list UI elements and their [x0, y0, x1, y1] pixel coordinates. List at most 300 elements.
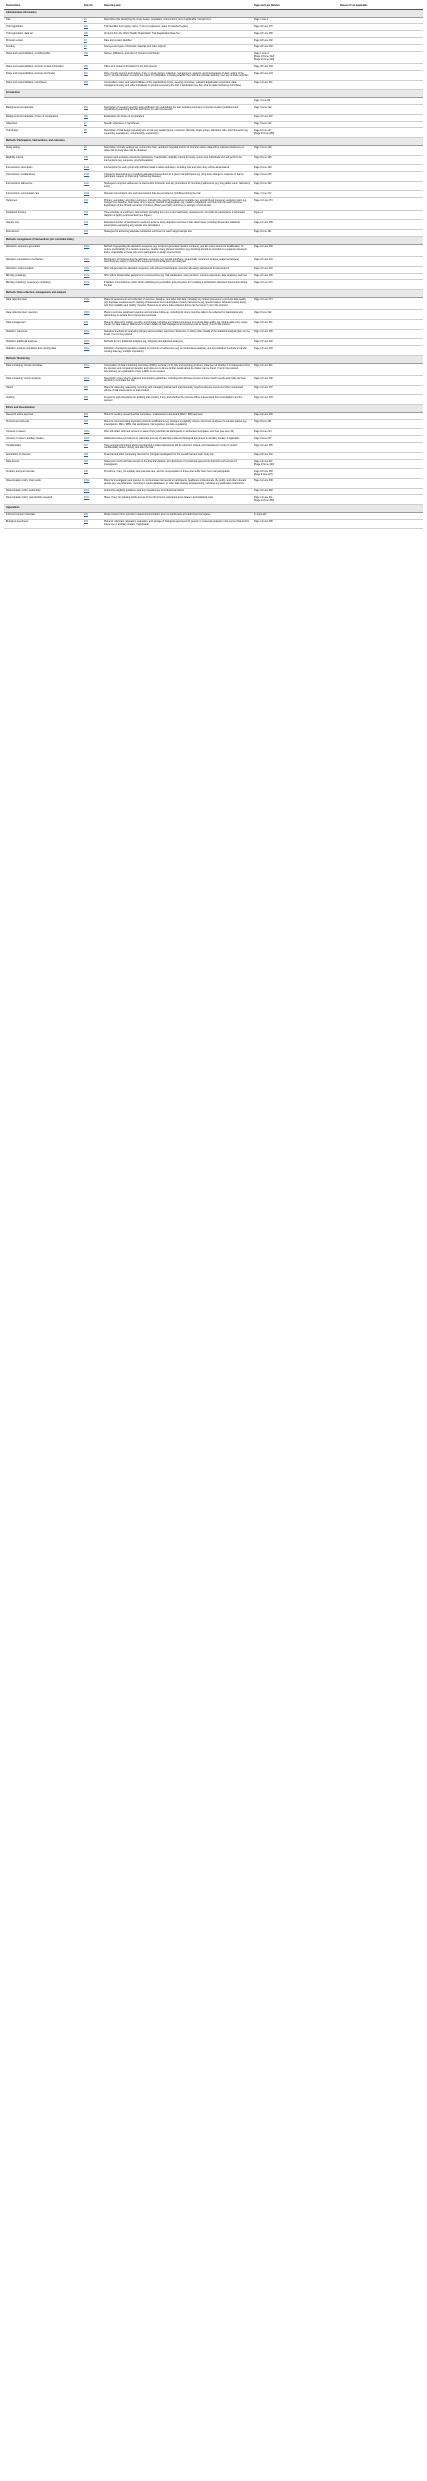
item-name: Statistics: outcomes	[4, 329, 82, 339]
section-title: Appendices	[4, 505, 423, 513]
item-name: Interventions: description	[4, 165, 82, 172]
item-page-line: Figure 2	[252, 210, 338, 220]
item-page-line: Page 8 Line 186	[252, 155, 338, 165]
item-reason	[338, 198, 423, 210]
item-reason	[338, 98, 423, 105]
item-reason	[338, 220, 423, 230]
item-name: Data management	[4, 320, 82, 330]
item-reason	[338, 191, 423, 198]
item-description: Explanation for choice of comparators	[102, 114, 252, 121]
item-description: Strategies to improve adherence to intervention protocols, and any procedures for monitoring adherence (eg, drug tablet return; laboratory tests)	[102, 181, 252, 191]
item-page-line: Page 8 Line 181	[252, 419, 338, 429]
item-number-link[interactable]: #5c	[82, 71, 102, 81]
item-description: Description of study settings (eg, community clinic, academic hospital) and list of countries where data will be collected. Reference to where list of study sites can be obtained	[102, 145, 252, 155]
item-reason	[338, 376, 423, 386]
table-row	[4, 469, 423, 479]
item-number-link[interactable]: #20b	[82, 339, 102, 346]
item-description: Plans to promote participant retention and complete follow-up, including list of any outcome data to be collected for participants who discontinue or deviate from intervention protocols	[102, 310, 252, 320]
table-row	[4, 429, 423, 436]
item-name: Roles and responsibilities: contributorship	[4, 51, 82, 63]
item-reason	[338, 459, 423, 469]
item-number-link[interactable]: #33	[82, 519, 102, 529]
item-reason	[338, 229, 423, 236]
item-number-link[interactable]: #5d	[82, 80, 102, 90]
item-name: Roles and responsibilities: committees	[4, 80, 82, 90]
item-name: Protocol version	[4, 38, 82, 45]
item-page-line: Page 9 Line 199	[252, 165, 338, 172]
section-title: Introduction	[4, 90, 423, 98]
item-reason	[338, 244, 423, 256]
item-description: If blinded, circumstances under which unblinding is permissible, and procedure for revealing a participant's allocated intervention during the trial	[102, 280, 252, 290]
item-number-link[interactable]: #26b	[82, 436, 102, 443]
item-name: Eligibility criteria	[4, 155, 82, 165]
item-reason	[338, 429, 423, 436]
section-row	[4, 290, 423, 298]
item-description: Specific objectives or hypotheses	[102, 121, 252, 128]
table-row	[4, 155, 423, 165]
item-number-link[interactable]: #31b	[82, 488, 102, 495]
table-row	[4, 244, 423, 256]
item-name: Informed consent materials	[4, 512, 82, 519]
item-reason	[338, 395, 423, 405]
item-name: Background and rationale: choice of comparators	[4, 114, 82, 121]
header-item-no: Item No	[82, 3, 102, 9]
table-row	[4, 145, 423, 155]
item-description: Provisions, if any, for ancillary and post-trial care, and for compensation to those who suffer harm from trial participation	[102, 469, 252, 479]
item-number-link[interactable]: #22	[82, 385, 102, 395]
item-reason	[338, 181, 423, 191]
item-description: Name and contact information for the trial sponsor	[102, 64, 252, 71]
item-number-link[interactable]: #2b	[82, 31, 102, 38]
item-number-link[interactable]: #14	[82, 220, 102, 230]
item-page-line: Page 7 Line 172	[252, 191, 338, 198]
item-reason	[338, 297, 423, 309]
item-reason	[338, 310, 423, 320]
item-reason	[338, 273, 423, 280]
item-number-link[interactable]: #28	[82, 452, 102, 459]
item-number-link[interactable]: #11a	[82, 165, 102, 172]
item-number-link[interactable]: #4	[82, 44, 102, 51]
table-row	[4, 121, 423, 128]
item-description: How personal information about potential and enrolled participants will be collected, shared, and maintained in order to protect confidentiality before, during, and after the trial	[102, 443, 252, 453]
item-name: Declaration of interests	[4, 452, 82, 459]
item-page-line: Page 10 Line 230	[252, 244, 338, 256]
item-page-line: Page 14 Line 311 [Page 19 Line 420]	[252, 459, 338, 469]
item-description: Who will obtain informed consent or assent from potential trial participants or authorised surrogates, and how (see Item 32)	[102, 429, 252, 436]
item-page-line: Page 10 Line 241	[252, 266, 338, 273]
item-name: Consent or assent: ancillary studies	[4, 436, 82, 443]
item-number-link[interactable]: #10	[82, 155, 102, 165]
table-row	[4, 310, 423, 320]
item-page-line: Page 21 Line 470	[252, 24, 338, 31]
item-number-link[interactable]: #9	[82, 145, 102, 155]
item-name: Roles and responsibilities: sponsor contact information	[4, 64, 82, 71]
item-number-link[interactable]: #24	[82, 412, 102, 419]
item-number-link[interactable]: #20c	[82, 346, 102, 356]
item-name: Participant timeline	[4, 210, 82, 220]
table-row	[4, 297, 423, 309]
table-row	[4, 419, 423, 429]
item-name: Trial registration	[4, 24, 82, 31]
table-row	[4, 71, 423, 81]
item-page-line: Page 18 Line 402	[252, 38, 338, 45]
item-page-line: Page 14 Line 311 [Page 14 Line 350]	[252, 495, 338, 505]
item-page-line: Page 16 Line 362	[252, 488, 338, 495]
item-name: Sample size	[4, 220, 82, 230]
table-row	[4, 346, 423, 356]
table-row	[4, 257, 423, 267]
table-row	[4, 80, 423, 90]
item-page-line: Page 10 Line 247	[252, 114, 338, 121]
item-reason	[338, 280, 423, 290]
table-row	[4, 220, 423, 230]
item-page-line: Page 12 Line 308	[252, 519, 338, 529]
item-description: Composition of data monitoring committee (DMC); summary of its role and reporting structure; statement of whether it is independent from the sponsor and competing interests; and reference to where further details about its charter can be found, if not in the protocol. Alternatively, an explanation of why a DMC is not needed	[102, 363, 252, 375]
item-name: Data collection plan	[4, 297, 82, 309]
item-number-link[interactable]: #5b	[82, 64, 102, 71]
section-row	[4, 9, 423, 17]
item-page-line: Page 8 Line 213	[252, 429, 338, 436]
item-description: Description of any interim analyses and stopping guidelines, including who will have access to these interim results and make the final decision to terminate the trial	[102, 376, 252, 386]
table-row	[4, 64, 423, 71]
item-name: Blinding (masking): emergency unblinding	[4, 280, 82, 290]
table-row	[4, 363, 423, 375]
item-name: Trial design	[4, 128, 82, 138]
item-number-link[interactable]: #18b	[82, 310, 102, 320]
item-reason	[338, 105, 423, 115]
item-name: Allocation: sequence generation	[4, 244, 82, 256]
item-number-link[interactable]: #12	[82, 198, 102, 210]
table-row	[4, 105, 423, 115]
item-name: Study setting	[4, 145, 82, 155]
item-name: Title	[4, 17, 82, 24]
item-page-line: Page 11 Line 272	[252, 280, 338, 290]
item-number-link[interactable]: #18a	[82, 297, 102, 309]
item-page-line: Page 1 line 4	[252, 17, 338, 24]
table-row	[4, 488, 423, 495]
item-number-link[interactable]: #5a	[82, 51, 102, 63]
item-name: Dissemination policy: authorship	[4, 488, 82, 495]
item-name: Background and rationale	[4, 105, 82, 115]
table-row	[4, 24, 423, 31]
item-reason	[338, 51, 423, 63]
table-row	[4, 266, 423, 273]
item-number-link[interactable]: #6b	[82, 114, 102, 121]
item-number-link[interactable]: #16b	[82, 257, 102, 267]
header-reporting-item: Reporting item	[102, 3, 252, 9]
item-description: Financial and other competing interests for principal investigators for the overall trial and each study site	[102, 452, 252, 459]
item-reason	[338, 266, 423, 273]
item-name: Data monitoring: formal committee	[4, 363, 82, 375]
item-number-link[interactable]: #30	[82, 469, 102, 479]
item-reason	[338, 495, 423, 505]
item-page-line: Page 20 Line 443	[252, 64, 338, 71]
item-number-link[interactable]: #17a	[82, 273, 102, 280]
item-name: Auditing	[4, 395, 82, 405]
item-reason	[338, 165, 423, 172]
item-number-link[interactable]: #11d	[82, 191, 102, 198]
table-row	[4, 181, 423, 191]
item-page-line: Page 13 Line 303	[252, 346, 338, 356]
item-page-line: Page 14 Line 356	[252, 443, 338, 453]
table-row	[4, 191, 423, 198]
table-row	[4, 412, 423, 419]
table-row	[4, 320, 423, 330]
item-reason	[338, 121, 423, 128]
item-number-link[interactable]: #27	[82, 443, 102, 453]
item-number-link[interactable]: #13	[82, 210, 102, 220]
item-reason	[338, 24, 423, 31]
item-page-line: Page 6 Line 149	[252, 145, 338, 155]
item-reason	[338, 412, 423, 419]
item-page-line: In Appendix	[252, 512, 338, 519]
header-page-line: Page and Line Number	[252, 3, 338, 9]
table-row	[4, 452, 423, 459]
item-description: Descriptive title identifying the study design, population, interventions, and, if applicable, trial acronym	[102, 17, 252, 24]
table-row	[4, 395, 423, 405]
table-row	[4, 478, 423, 488]
item-page-line: Page 16 Line 365 [Page 9 Line 227]	[252, 469, 338, 479]
table-row	[4, 280, 423, 290]
item-reason	[338, 155, 423, 165]
item-name: Research ethics approval	[4, 412, 82, 419]
item-reason	[338, 469, 423, 479]
item-number-link[interactable]: #15	[82, 229, 102, 236]
table-row	[4, 51, 423, 63]
item-page-line: Page 8 Line 192	[252, 310, 338, 320]
item-reason	[338, 419, 423, 429]
item-page-line: Page 5 Line 122	[252, 105, 338, 115]
item-name: Allocation concealment mechanism	[4, 257, 82, 267]
item-page-line: Page 20 Line 443	[252, 71, 338, 81]
section-row	[4, 505, 423, 513]
item-description: Primary, secondary, and other outcomes, including the specific measurement variable (eg, systolic blood pressure), analysis metric (eg, change from baseline, final value, time to event), method of aggregation (eg, median, proportion), and time point for each outcome. Explanation of the clinical relevance of chosen efficacy and harm outcomes is strongly recommended	[102, 198, 252, 210]
item-page-line: Page 5 Line 134	[252, 121, 338, 128]
item-number-link[interactable]: #1	[82, 17, 102, 24]
item-name: Ancillary and post trial care	[4, 469, 82, 479]
table-row	[4, 273, 423, 280]
item-page-line: Page 14 Line 333	[252, 395, 338, 405]
item-number-link[interactable]: #21a	[82, 363, 102, 375]
item-reason	[338, 64, 423, 71]
item-name: Biological specimens	[4, 519, 82, 529]
table-row	[4, 172, 423, 182]
item-reason	[338, 519, 423, 529]
item-description: Model consent form and other related documentation given to participants and authorised surrogates	[102, 512, 252, 519]
item-number-link[interactable]: #31a	[82, 478, 102, 488]
section-title: Administrative information	[4, 9, 423, 17]
item-description: Description of trial design including type of trial (eg, parallel group, crossover, factorial, single group), allocation ratio, and framework (eg, superiority, equivalence, non-inferiority, exploratory)	[102, 128, 252, 138]
item-description: Definition of analysis population relating to protocol non-adherence (eg, as randomised analysis), and any statistical methods to handle missing data (eg, multiple imputation)	[102, 346, 252, 356]
table-row	[4, 38, 423, 45]
item-number-link[interactable]: #20a	[82, 329, 102, 339]
item-name: Consent or assent	[4, 429, 82, 436]
item-description: Plans for communicating important protocol modifications (eg, changes to eligibility criteria, outcomes, analyses) to relevant parties (eg, investigators, REC / IRBs, trial participants, trial registries, journals, regulators)	[102, 419, 252, 429]
item-reason	[338, 31, 423, 38]
item-reason	[338, 329, 423, 339]
item-reason	[338, 38, 423, 45]
item-name: Dissemination policy: trial results	[4, 478, 82, 488]
item-page-line: Page 12 Line 307	[252, 385, 338, 395]
table-row	[4, 512, 423, 519]
item-page-line: Page 3 Line 80	[252, 98, 338, 105]
item-page-line: Page 10 Line 241	[252, 257, 338, 267]
item-description: Plans, if any, for granting public access to the full protocol, participant-level dataset, and statistical code	[102, 495, 252, 505]
item-page-line: Page 11 Line 274	[252, 297, 338, 309]
item-description: Statement of who will have access to the final trial dataset, and disclosure of contractual agreements that limit such access for investigators	[102, 459, 252, 469]
section-title: Ethics and dissemination	[4, 405, 423, 413]
item-number-link[interactable]: #16c	[82, 266, 102, 273]
item-description: Date and version identifier	[102, 38, 252, 45]
item-reason	[338, 346, 423, 356]
item-name: Objectives	[4, 121, 82, 128]
header-reason: Reason if not applicable	[338, 3, 423, 9]
item-number-link[interactable]: #29	[82, 459, 102, 469]
table-row	[4, 165, 423, 172]
section-title: Methods: Assignment of interventions (for controlled trials)	[4, 236, 423, 244]
item-number-link[interactable]: #32	[82, 512, 102, 519]
spirit-checklist-table	[4, 3, 423, 529]
table-row	[4, 44, 423, 51]
table-row	[4, 376, 423, 386]
table-row	[4, 436, 423, 443]
item-page-line: Page 8 Line 181	[252, 229, 338, 236]
item-name: Dissemination policy: reproducible research	[4, 495, 82, 505]
item-number-link[interactable]: #16a	[82, 244, 102, 256]
table-row	[4, 114, 423, 121]
item-page-line: Page 16 Line 366	[252, 31, 338, 38]
item-reason	[338, 257, 423, 267]
item-name: Interventions: concomitant care	[4, 191, 82, 198]
item-description: Plans for collection, laboratory evaluation, and storage of biological specimens for genetic or molecular analysis in the current trial and for future use in ancillary studies, if applicable	[102, 519, 252, 529]
item-number-link[interactable]: #26a	[82, 429, 102, 436]
item-number-link[interactable]: #21b	[82, 376, 102, 386]
item-number-link[interactable]: #3	[82, 38, 102, 45]
item-description: Method of generating the allocation sequence (eg, computer-generated random numbers), and list of any factors for stratification. To reduce predictability of a random sequence, details of any planned restriction (eg, blocking) should be provided in a separate document that is unavailable to those who enrol participants or assign interventions	[102, 244, 252, 256]
item-name: Data access	[4, 459, 82, 469]
table-row	[4, 31, 423, 38]
item-number-link[interactable]: #23	[82, 395, 102, 405]
item-number-link[interactable]: #7	[82, 121, 102, 128]
item-name: Roles and responsibilities: sponsor and funder	[4, 71, 82, 81]
item-page-line: Page 20 Line 443	[252, 44, 338, 51]
item-reason	[338, 339, 423, 346]
item-reason	[338, 452, 423, 459]
table-row	[4, 495, 423, 505]
table-body	[4, 9, 423, 529]
item-description	[102, 98, 252, 105]
item-name: Protocol amendments	[4, 419, 82, 429]
section-row	[4, 90, 423, 98]
item-reason	[338, 320, 423, 330]
item-number-link[interactable]: #19	[82, 320, 102, 330]
item-name: Data monitoring: interim analysis	[4, 376, 82, 386]
item-description: Trial identifier and registry name. If not yet registered, name of intended registry	[102, 24, 252, 31]
item-description: Role of study sponsor and funders, if any, in study design, collection, management, analysis, and interpretation of data; writing of the report; and the decision to submit the report for publication, including whether they will have ultimate authority over any of these activities	[102, 71, 252, 81]
item-reason	[338, 145, 423, 155]
item-number-link[interactable]: #2a	[82, 24, 102, 31]
item-name: Recruitment	[4, 229, 82, 236]
item-page-line: Page 11 Line 274	[252, 198, 338, 210]
item-name: Confidentiality	[4, 443, 82, 453]
item-description: Interventions for each group with sufficient detail to allow replication, including how and when they will be administered	[102, 165, 252, 172]
item-description: Plans for collecting, assessing, reporting, and managing solicited and spontaneously reported adverse events and other unintended effects of trial interventions or trial conduct	[102, 385, 252, 395]
item-description: All items from the World Health Organization Trial Registration Data Set	[102, 31, 252, 38]
item-number-link[interactable]: #17b	[82, 280, 102, 290]
item-reason	[338, 488, 423, 495]
item-name: Interventions: adherence	[4, 181, 82, 191]
item-page-line: Page 14 Line 311	[252, 320, 338, 330]
table-row	[4, 443, 423, 453]
item-reason	[338, 44, 423, 51]
table-row	[4, 17, 423, 24]
item-description: Statistical methods for analysing primary and secondary outcomes. Reference to where other details of the statistical analysis plan can be found, if not in the protocol	[102, 329, 252, 339]
item-description: Criteria for discontinuing or modifying allocated interventions for a given trial participant (eg, drug dose change in response to harms, participant request, or improving / worsening disease)	[102, 172, 252, 182]
item-number-link[interactable]: #25	[82, 419, 102, 429]
item-number-link[interactable]: #31c	[82, 495, 102, 505]
item-description: Who will be blinded after assignment to interventions (eg, trial participants, care providers, outcome assessors, data analysts), and how	[102, 273, 252, 280]
item-description: Methods for any additional analyses (eg, subgroup and adjusted analyses)	[102, 339, 252, 346]
item-number-link[interactable]: #11b	[82, 172, 102, 182]
item-number-link[interactable]: #6a	[82, 105, 102, 115]
item-description: Description of research question and justification for undertaking the trial, including summary of relevant studies (published and unpublished) examining benefits and harms for each intervention	[102, 105, 252, 115]
item-number-link[interactable]: #8	[82, 128, 102, 138]
item-description: Frequency and procedures for auditing trial conduct, if any, and whether the process will be independent from investigators and the sponsor	[102, 395, 252, 405]
item-name: Trial registration: data set	[4, 31, 82, 38]
item-reason	[338, 172, 423, 182]
table-row	[4, 385, 423, 395]
item-page-line: Page 10 Line 236	[252, 273, 338, 280]
item-reason	[338, 17, 423, 24]
item-reason	[338, 210, 423, 220]
item-number-link[interactable]	[82, 98, 102, 105]
table-row	[4, 459, 423, 469]
item-page-line: Page 6 Line 147 [Page 13 Line 288]	[252, 128, 338, 138]
item-number-link[interactable]: #11c	[82, 181, 102, 191]
item-description: Plans for assessment and collection of outcome, baseline, and other trial data, including any related processes to promote data quality (eg, duplicate measurements, training of assessors) and a description of study instruments (eg, questionnaires, laboratory tests) along with their reliability and validity, if known. Reference to where data collection forms can be found, if not in the protocol	[102, 297, 252, 309]
item-page-line: Page 1 Line 9 [Page 18 Line 402] [Page 20 Line 443]	[252, 51, 338, 63]
item-reason	[338, 128, 423, 138]
item-page-line: Page 8 Line 217	[252, 436, 338, 443]
section-row	[4, 405, 423, 413]
table-row	[4, 198, 423, 210]
item-page-line: Page 13 Line 340	[252, 376, 338, 386]
table-row	[4, 339, 423, 346]
item-description: Sources and types of financial, material, and other support	[102, 44, 252, 51]
item-name: Allocation: implementation	[4, 266, 82, 273]
item-name: Statistics: analysis population and missing data	[4, 346, 82, 356]
item-description: Plans for investigators and sponsor to communicate trial results to participants, healthcare professionals, the public, and other relevant groups (eg, via publication, reporting in results databases, or other data sharing arrangements), including any publication restrictions	[102, 478, 252, 488]
item-page-line: Page 14 Line 311	[252, 80, 338, 90]
item-description: Who will generate the allocation sequence, who will enrol participants, and who will assign participants to interventions	[102, 266, 252, 273]
item-page-line: Page 9 Line 225	[252, 172, 338, 182]
section-row	[4, 138, 423, 146]
item-page-line: Page 12 Line 309	[252, 220, 338, 230]
item-name: Interventions: modifications	[4, 172, 82, 182]
item-description: Inclusion and exclusion criteria for participants. If applicable, eligibility criteria for study centres and individuals who will perform the interventions (eg, surgeons, psychotherapists)	[102, 155, 252, 165]
item-page-line: Page 19 Line 420	[252, 412, 338, 419]
item-reason	[338, 80, 423, 90]
item-name	[4, 98, 82, 105]
item-name: Funding	[4, 44, 82, 51]
item-page-line: Page 8 Line 192	[252, 181, 338, 191]
table-row	[4, 329, 423, 339]
item-name: Data collection plan: retention	[4, 310, 82, 320]
item-reason	[338, 443, 423, 453]
table-row	[4, 98, 423, 105]
section-title: Methods: Data collection, management, and analysis	[4, 290, 423, 298]
item-description: Strategies for achieving adequate participant enrolment to reach target sample size	[102, 229, 252, 236]
